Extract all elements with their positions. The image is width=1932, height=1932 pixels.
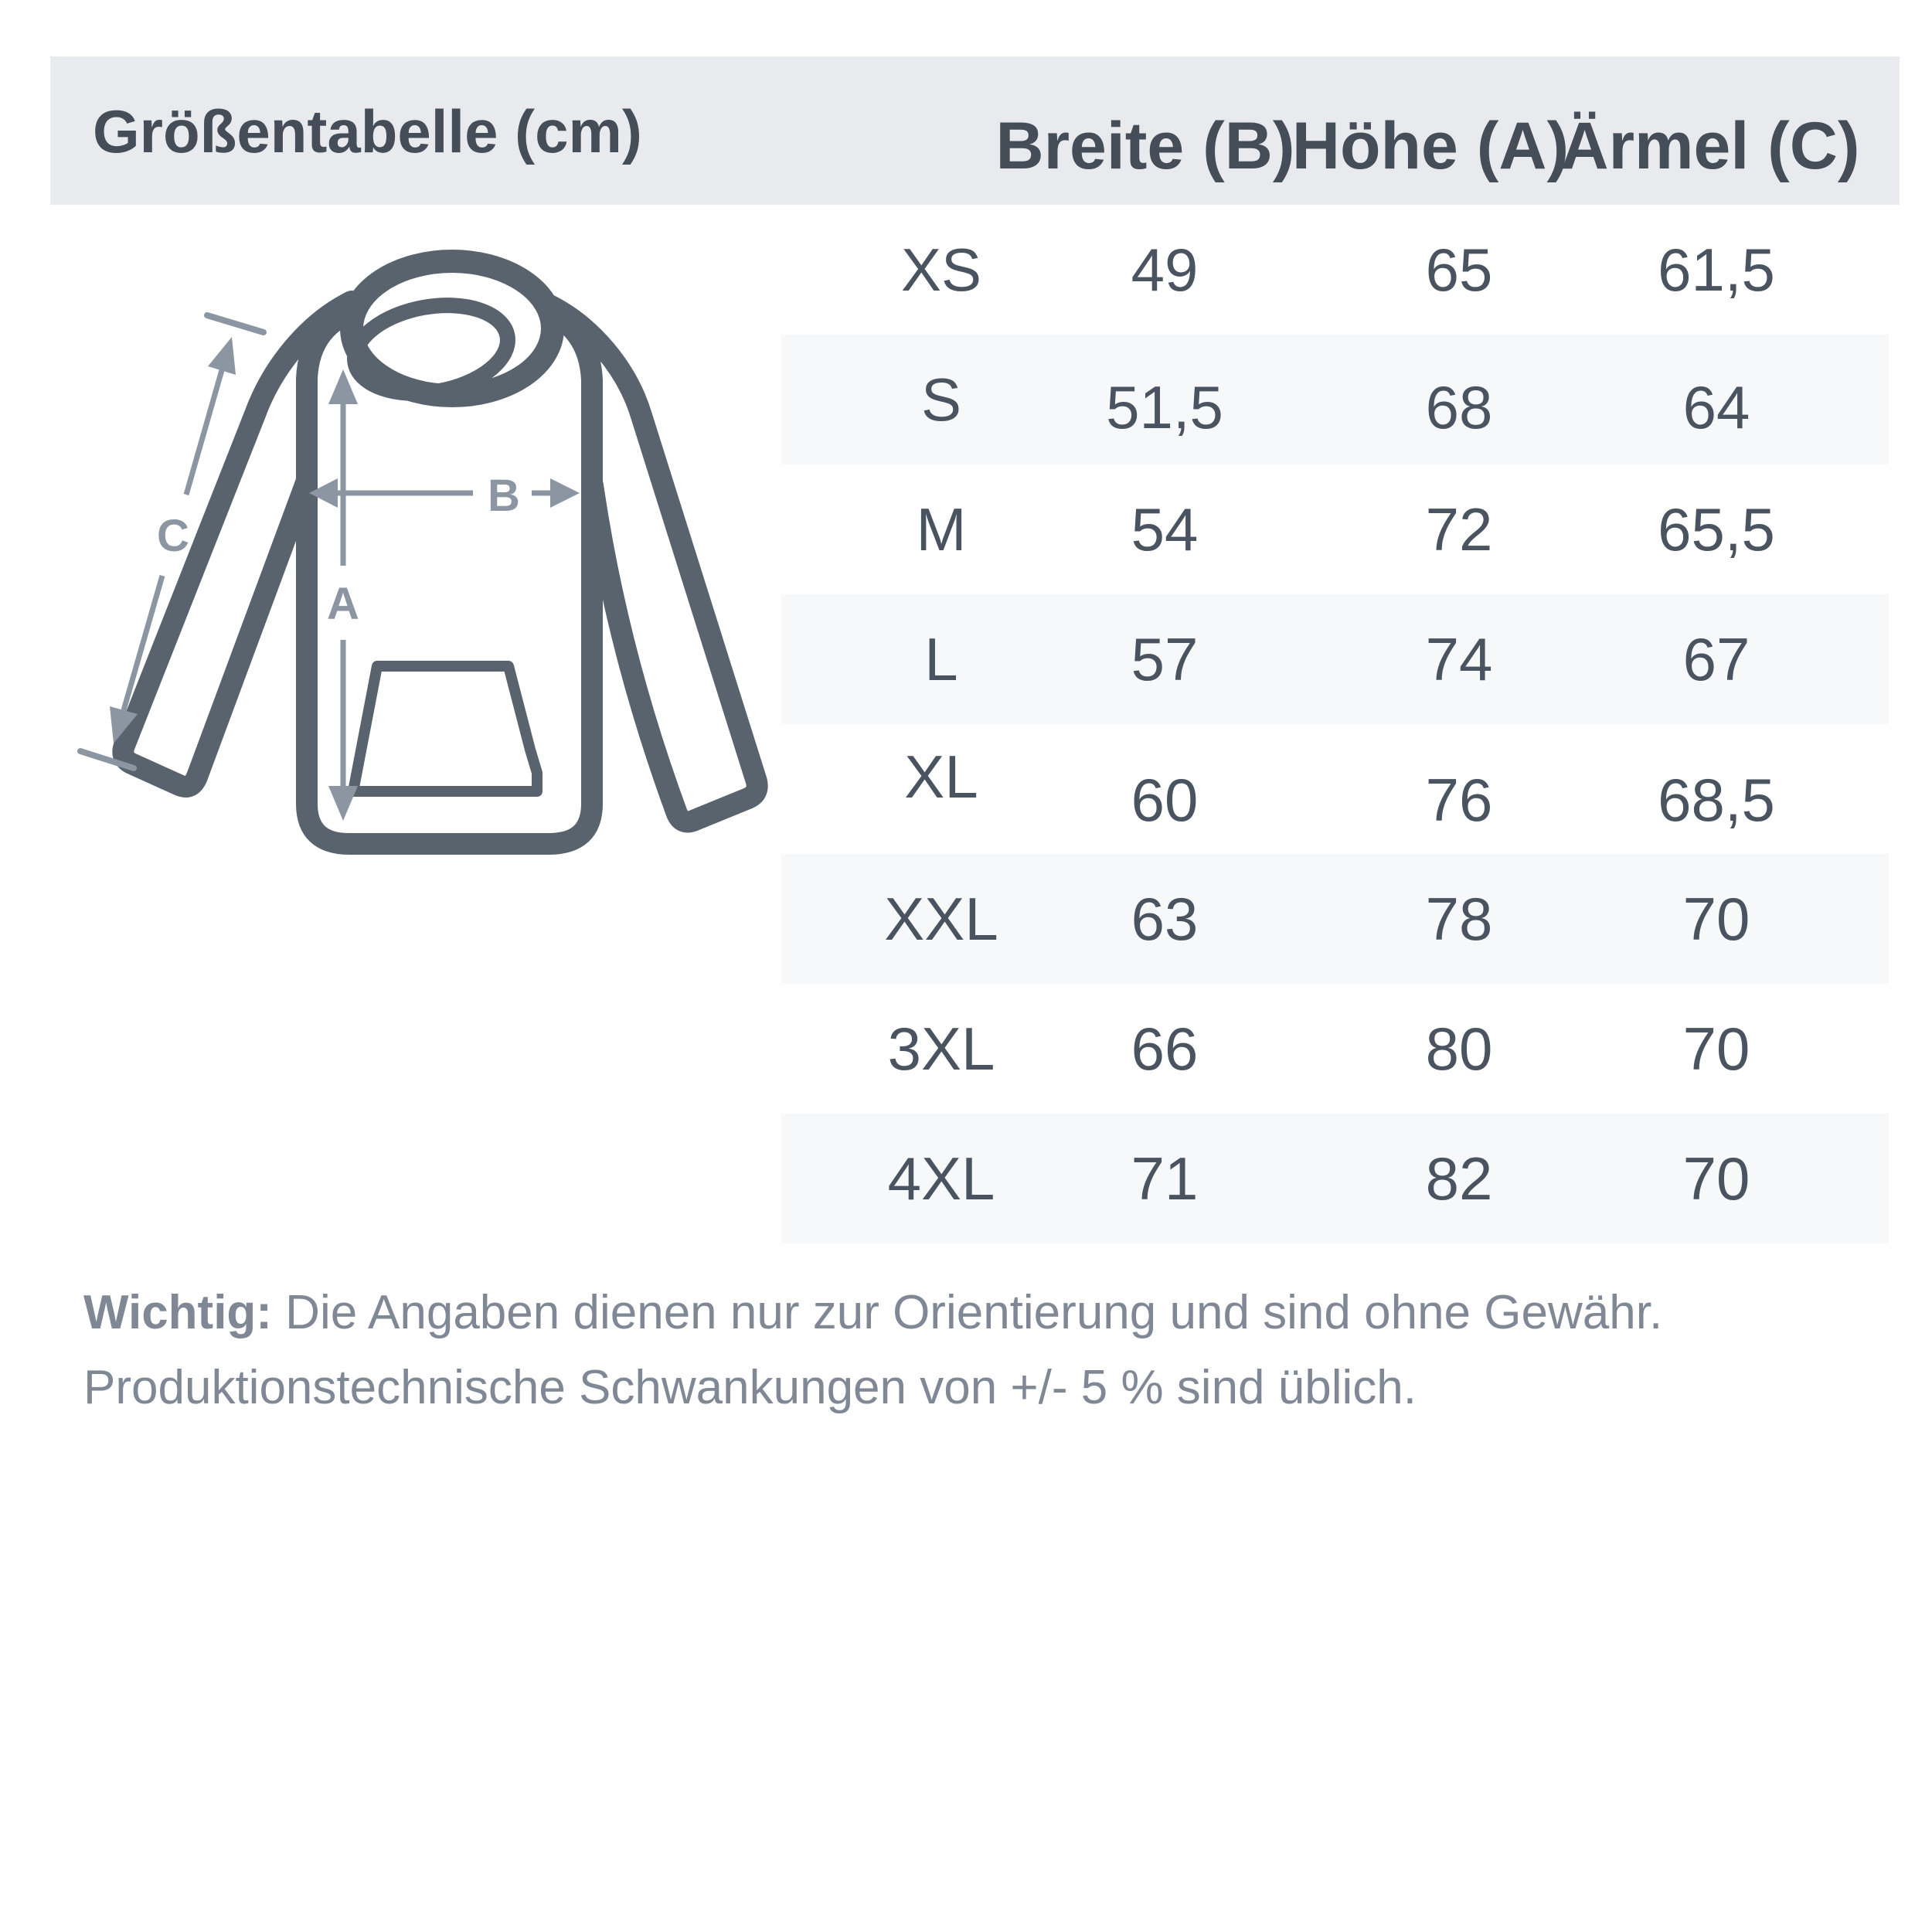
column-header-aermel: Ärmel (C) xyxy=(1560,109,1860,183)
dimension-label-c: C xyxy=(157,511,189,561)
disclaimer-line-2-text: Produktionstechnische Schwankungen von +/- 5 % sind üblich. xyxy=(83,1361,1417,1414)
breite-value: 66 xyxy=(1131,1015,1199,1083)
table-row-xs xyxy=(781,205,1889,335)
hoodie-diagram-svg xyxy=(0,216,781,881)
disclaimer-line-2 xyxy=(83,1350,1884,1425)
hoehe-value: 72 xyxy=(1425,495,1493,563)
size-label: XL xyxy=(904,743,978,811)
size-label: L xyxy=(924,625,958,693)
size-label: 4XL xyxy=(887,1145,995,1213)
breite-value: 63 xyxy=(1131,885,1199,953)
dimension-label-b: B xyxy=(488,471,520,521)
aermel-value: 67 xyxy=(1682,625,1750,693)
aermel-value: 70 xyxy=(1682,1145,1750,1213)
column-header-hoehe: Höhe (A) xyxy=(1291,109,1570,183)
disclaimer-line-1 xyxy=(83,1275,1884,1350)
size-label: M xyxy=(916,495,967,563)
arrow-up-right-icon xyxy=(208,337,236,375)
size-label: S xyxy=(920,366,962,434)
table-row-4xl xyxy=(781,1114,1889,1243)
breite-value: 54 xyxy=(1131,495,1199,563)
hoehe-value: 80 xyxy=(1425,1015,1493,1083)
breite-value: 57 xyxy=(1131,625,1199,693)
aermel-value: 68,5 xyxy=(1658,766,1775,834)
column-header-breite: Breite (B) xyxy=(995,109,1295,183)
aermel-value: 61,5 xyxy=(1658,236,1775,304)
aermel-value: 70 xyxy=(1682,885,1750,953)
hoehe-value: 82 xyxy=(1425,1145,1493,1213)
disclaimer-bold-prefix: Wichtig: xyxy=(83,1286,272,1339)
size-chart-title: Größentabelle (cm) xyxy=(93,97,642,165)
hoodie-diagram xyxy=(0,216,781,881)
hoehe-value: 65 xyxy=(1425,236,1493,304)
size-label: 3XL xyxy=(887,1015,995,1083)
disclaimer-note xyxy=(83,1275,1884,1425)
table-row-3xl xyxy=(781,984,1889,1114)
hoehe-value: 74 xyxy=(1425,625,1493,693)
breite-value: 49 xyxy=(1131,236,1199,304)
hoehe-value: 68 xyxy=(1425,373,1493,441)
table-row-m xyxy=(781,464,1889,594)
breite-value: 60 xyxy=(1131,766,1199,834)
size-label: XS xyxy=(900,236,982,304)
table-row-xxl xyxy=(781,854,1889,984)
disclaimer-line-1-text: Die Angaben dienen nur zur Orientierung und sind ohne Gewähr. xyxy=(271,1286,1663,1339)
size-label: XXL xyxy=(884,885,998,953)
table-row-s xyxy=(781,335,1889,464)
table-row-l xyxy=(781,594,1889,724)
breite-value: 51,5 xyxy=(1106,373,1223,441)
aermel-value: 65,5 xyxy=(1658,495,1775,563)
aermel-value: 70 xyxy=(1682,1015,1750,1083)
table-row-xl xyxy=(781,724,1889,854)
hoehe-value: 76 xyxy=(1425,766,1493,834)
aermel-value: 64 xyxy=(1682,373,1750,441)
hoehe-value: 78 xyxy=(1425,885,1493,953)
breite-value: 71 xyxy=(1131,1145,1199,1213)
dimension-label-a: A xyxy=(327,579,359,629)
